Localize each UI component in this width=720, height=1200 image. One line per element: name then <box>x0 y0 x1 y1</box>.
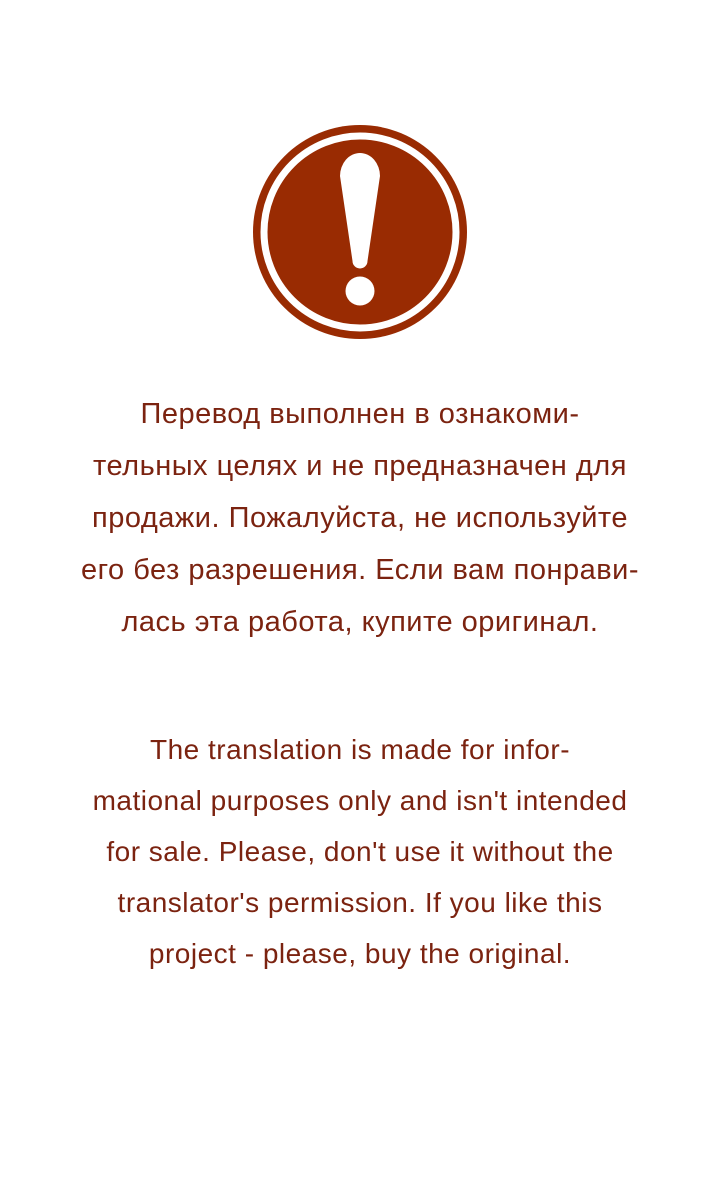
russian-disclaimer-text <box>40 388 680 648</box>
disclaimer-line-en-1: The translation is made for infor- <box>149 734 571 765</box>
english-disclaimer-text <box>40 724 680 979</box>
disclaimer-line-ru-2: тельных целях и не предназначен для <box>93 450 627 482</box>
disclaimer-line-ru-1: Перевод выполнен в ознакоми- <box>140 398 580 430</box>
disclaimer-line-ru-5: лась эта работа, купите оригинал. <box>121 606 599 638</box>
disclaimer-line-ru-3: продажи. Пожалуйста, не используйте <box>92 502 628 534</box>
disclaimer-line-en-5: project - please, buy the original. <box>148 938 572 969</box>
disclaimer-line-ru-4: его без разрешения. Если вам понрави- <box>80 554 640 586</box>
disclaimer-line-en-3: for sale. Please, don't use it without the <box>106 836 614 867</box>
exclamation-circle-icon <box>250 122 470 342</box>
disclaimer-line-en-4: translator's permission. If you like this <box>117 887 603 918</box>
disclaimer-line-en-2: mational purposes only and isn't intended <box>92 785 628 816</box>
exclamation-circle-svg <box>250 122 470 342</box>
